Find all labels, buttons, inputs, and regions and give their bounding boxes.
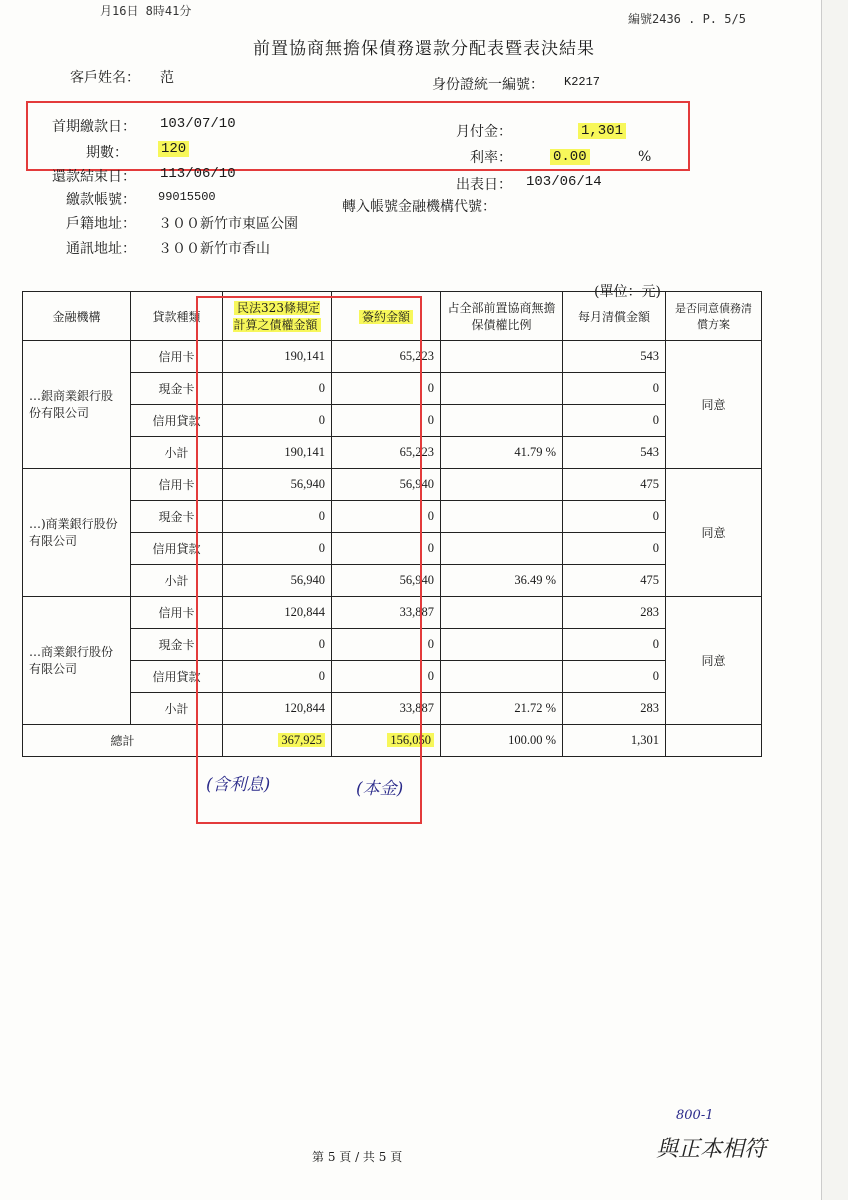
claim-cell: 120,844 — [223, 597, 332, 629]
page-footer: 第 5 頁 / 共 5 頁 — [312, 1150, 403, 1164]
account-number: 99015500 — [158, 190, 216, 204]
total-label: 總計 — [23, 725, 223, 757]
loan-type: 現金卡 — [131, 373, 223, 405]
contract-cell: 33,887 — [332, 693, 441, 725]
header-contract-amount: 簽約金額 — [359, 310, 413, 324]
contract-cell: 65,223 — [332, 341, 441, 373]
rate-label: 利率： — [470, 150, 512, 166]
contract-cell: 0 — [332, 373, 441, 405]
bank-name: …銀商業銀行股份有限公司 — [23, 341, 131, 469]
claim-cell: 0 — [223, 373, 332, 405]
transfer-label: 轉入帳號金融機構代號： — [342, 199, 496, 215]
ratio-cell: 41.79 % — [441, 437, 563, 469]
total-ratio: 100.00 % — [441, 725, 563, 757]
loan-type: 現金卡 — [131, 501, 223, 533]
issue-date-label: 出表日： — [456, 177, 512, 193]
monthly-cell: 0 — [563, 501, 666, 533]
loan-type: 小計 — [131, 693, 223, 725]
monthly-payment: 1,301 — [578, 123, 626, 139]
contract-cell: 65,223 — [332, 437, 441, 469]
end-date-label: 還款結束日： — [52, 169, 136, 185]
loan-type: 現金卡 — [131, 629, 223, 661]
id-label: 身份證統一編號： — [432, 77, 544, 93]
header-claim-amount: 民法323條規定計算之債權金額 — [233, 301, 320, 332]
ratio-cell — [441, 405, 563, 437]
customer-name: 范 — [160, 70, 174, 86]
monthly-cell: 543 — [563, 437, 666, 469]
loan-type: 信用卡 — [131, 469, 223, 501]
monthly-label: 月付金： — [456, 124, 512, 140]
mail-label: 通訊地址： — [66, 241, 136, 257]
handwritten-note-interest: (含利息) — [206, 775, 271, 795]
loan-type: 信用貸款 — [131, 405, 223, 437]
claim-cell: 56,940 — [223, 565, 332, 597]
total-contract: 156,050 — [387, 733, 434, 747]
next-page-edge — [821, 0, 848, 1200]
claim-cell: 0 — [223, 629, 332, 661]
household-address: ３００新竹市東區公園 — [158, 216, 298, 232]
contract-cell: 56,940 — [332, 469, 441, 501]
ratio-cell: 36.49 % — [441, 565, 563, 597]
claim-cell: 120,844 — [223, 693, 332, 725]
ratio-cell — [441, 629, 563, 661]
header-institution: 金融機構 — [23, 292, 131, 341]
bank-name: …)商業銀行股份有限公司 — [23, 469, 131, 597]
contract-cell: 0 — [332, 629, 441, 661]
contract-cell: 0 — [332, 501, 441, 533]
unit-note: (單位：元) — [594, 284, 661, 300]
monthly-cell: 283 — [563, 597, 666, 629]
monthly-cell: 475 — [563, 565, 666, 597]
amount-columns-highlight-box — [196, 296, 422, 824]
loan-type: 小計 — [131, 565, 223, 597]
bank-name: …商業銀行股份有限公司 — [23, 597, 131, 725]
ratio-cell — [441, 469, 563, 501]
agree-cell: 同意 — [666, 597, 762, 725]
first-pay-date: 103/07/10 — [160, 116, 236, 132]
mail-address: ３００新竹市香山 — [158, 241, 270, 257]
monthly-cell: 543 — [563, 341, 666, 373]
monthly-cell: 0 — [563, 629, 666, 661]
account-label: 繳款帳號： — [66, 192, 136, 208]
handwritten-note-principal: (本金) — [356, 779, 404, 799]
ratio-cell — [441, 341, 563, 373]
loan-type: 信用貸款 — [131, 533, 223, 565]
fax-header-left: 月16日 8時41分 — [100, 4, 192, 18]
total-agree-empty — [666, 725, 762, 757]
fax-header-right: 編號2436 . P. 5/5 — [628, 12, 746, 26]
header-ratio: 占全部前置協商無擔保債權比例 — [441, 292, 563, 341]
claim-cell: 190,141 — [223, 341, 332, 373]
ratio-cell — [441, 597, 563, 629]
periods-value: 120 — [158, 141, 189, 157]
monthly-cell: 0 — [563, 405, 666, 437]
rate-value: 0.00 — [550, 149, 590, 165]
ratio-cell — [441, 373, 563, 405]
periods-label: 期數： — [86, 145, 128, 161]
issue-date: 103/06/14 — [526, 174, 602, 190]
loan-type: 信用卡 — [131, 341, 223, 373]
end-date: 113/06/10 — [160, 166, 236, 182]
rate-unit: % — [638, 149, 652, 165]
page-title: 前置協商無擔保債務還款分配表暨表決結果 — [253, 39, 595, 59]
monthly-cell: 283 — [563, 693, 666, 725]
loan-type: 小計 — [131, 437, 223, 469]
first-pay-label: 首期繳款日： — [52, 119, 136, 135]
contract-cell: 56,940 — [332, 565, 441, 597]
agree-cell: 同意 — [666, 469, 762, 597]
household-label: 戶籍地址： — [66, 216, 136, 232]
contract-cell: 0 — [332, 533, 441, 565]
monthly-cell: 0 — [563, 373, 666, 405]
contract-cell: 0 — [332, 661, 441, 693]
total-monthly: 1,301 — [563, 725, 666, 757]
ratio-cell — [441, 533, 563, 565]
ratio-cell — [441, 501, 563, 533]
ratio-cell: 21.72 % — [441, 693, 563, 725]
loan-type: 信用貸款 — [131, 661, 223, 693]
id-number: K2217 — [564, 75, 601, 89]
header-loan-type: 貸款種類 — [131, 292, 223, 341]
contract-cell: 33,887 — [332, 597, 441, 629]
customer-name-label: 客戶姓名： — [70, 70, 140, 86]
claim-cell: 0 — [223, 501, 332, 533]
header-agree: 是否同意債務清償方案 — [666, 292, 762, 341]
claim-cell: 0 — [223, 405, 332, 437]
agree-cell: 同意 — [666, 341, 762, 469]
total-claim: 367,925 — [278, 733, 325, 747]
monthly-cell: 475 — [563, 469, 666, 501]
ratio-cell — [441, 661, 563, 693]
handwritten-number: 800-1 — [676, 1108, 714, 1123]
claim-cell: 0 — [223, 661, 332, 693]
loan-type: 信用卡 — [131, 597, 223, 629]
claim-cell: 190,141 — [223, 437, 332, 469]
monthly-cell: 0 — [563, 533, 666, 565]
header-monthly: 每月清償金額 — [563, 292, 666, 341]
contract-cell: 0 — [332, 405, 441, 437]
claim-cell: 0 — [223, 533, 332, 565]
monthly-cell: 0 — [563, 661, 666, 693]
claim-cell: 56,940 — [223, 469, 332, 501]
certify-stamp: 與正本相符 — [656, 1137, 767, 1162]
